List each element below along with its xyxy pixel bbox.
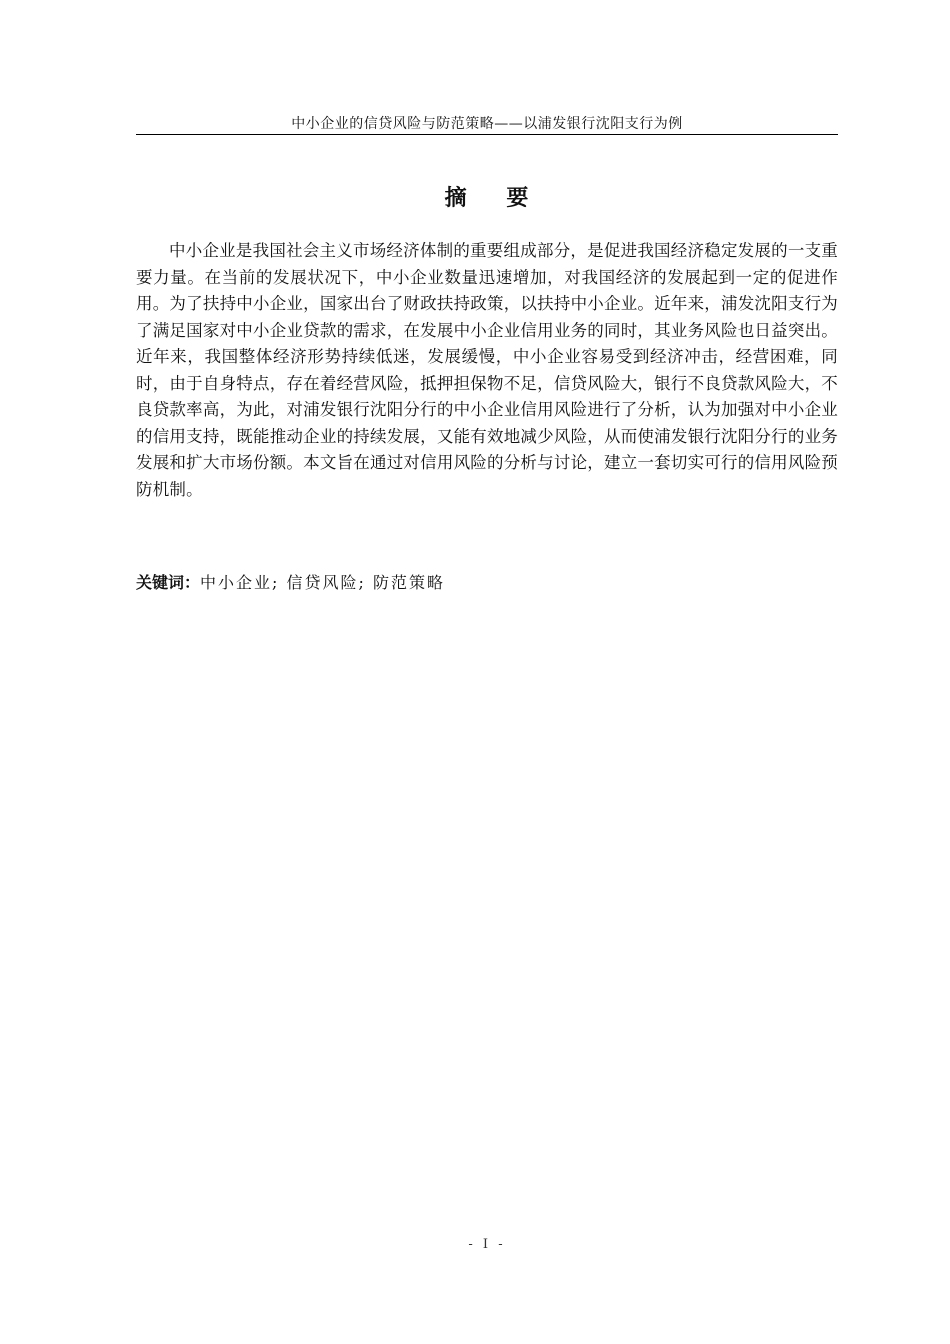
abstract-title: 摘 要	[444, 186, 530, 211]
keywords-list: 中小企业; 信贷风险; 防范策略	[200, 573, 445, 592]
keywords-label: 关键词：	[136, 573, 201, 592]
abstract-body: 中小企业是我国社会主义市场经济体制的重要组成部分，是促进我国经济稳定发展的一支重要力量。在当前的发展状况下，中小企业数量迅速增加，对我国经济的发展起到一定的促进作用。为了扶持中小企业，国家出台了财政扶持政策，以扶持中小企业。近年来，浦发沈阳支行为了满足国家对中小企业贷款的需求，在发展中小企业信用业务的同时，其业务风险也日益突出。近年来，我国整体经济形势持续低迷，发展缓慢，中小企业容易受到经济冲击，经营困难，同时，由于自身特点，存在着经营风险，抵押担保物不足，信贷风险大，银行不良贷款风险大，不良贷款率高，为此，对浦发银行沈阳分行的中小企业信用风险进行了分析，认为加强对中小企业的信用支持，既能推动企业的持续发展，又能有效地减少风险，从而使浦发银行沈阳分行的业务发展和扩大市场份额。本文旨在通过对信用风险的分析与讨论，建立一套切实可行的信用风险预防机制。	[136, 241, 838, 499]
running-header: 中小企业的信贷风险与防范策略——以浦发银行沈阳支行为例	[291, 116, 683, 132]
page-number: - I -	[468, 1237, 506, 1252]
keywords	[136, 570, 838, 596]
header-rule	[136, 134, 838, 135]
